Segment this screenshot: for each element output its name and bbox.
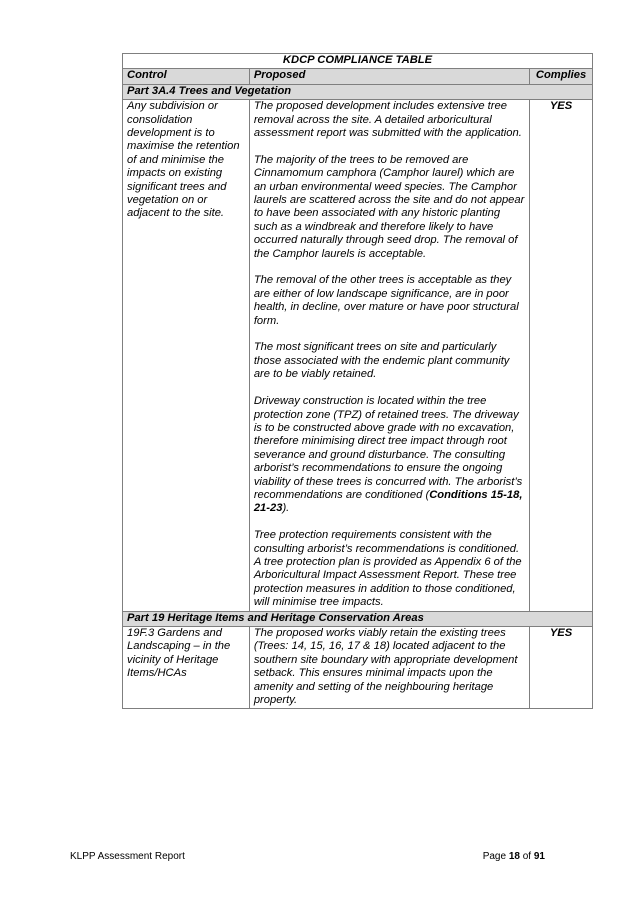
section-heading-trees: Part 3A.4 Trees and Vegetation xyxy=(123,84,593,99)
footer-report-title: KLPP Assessment Report xyxy=(70,851,185,862)
complies-cell: YES xyxy=(530,100,593,611)
proposed-cell xyxy=(249,626,529,708)
page-word: Page xyxy=(482,851,507,862)
total-pages: 91 xyxy=(533,851,545,862)
proposed-paragraph: The majority of the trees to be removed are Cinnamomum camphora (Camphor laurel) which are an urban environmental weed species. The Camphor laurels are scattered across the site and do not appear to have been associated with any historic planting such as a windbreak and therefore likely to have occurred naturally through seed drop. The removal of the Camphor laurels is acceptable. xyxy=(253,153,525,260)
header-proposed: Proposed xyxy=(249,69,529,84)
current-page: 18 xyxy=(508,851,520,862)
complies-cell: YES xyxy=(530,626,593,708)
table-title: KDCP COMPLIANCE TABLE xyxy=(123,54,593,69)
table-row xyxy=(123,626,593,708)
of-word: of xyxy=(522,851,532,862)
section-heading-heritage: Part 19 Heritage Items and Heritage Conservation Areas xyxy=(123,611,593,626)
proposed-paragraph: The proposed works viably retain the existing trees (Trees: 14, 15, 16, 17 & 18) located adjacent to the southern site boundary with appropriate development setback. This ensures minimal impacts upon the amenity and setting of the neighbouring heritage property. xyxy=(253,626,518,707)
header-control: Control xyxy=(123,69,250,84)
driveway-text: Driveway construction is located within the tree protection zone (TPZ) of retained trees. The driveway is to be constructed above grade with no excavation, therefore minimising direct tree impact through root severance and ground disturbance. The consulting arborist’s recommendations to ensure the ongoing viability of these trees is concurred with. The arborist’s recommendations are conditioned ( xyxy=(253,395,523,501)
proposed-paragraph: The most significant trees on site and particularly those associated with the endemic plant community are to be viably retained. xyxy=(253,341,510,381)
table-row xyxy=(123,100,593,611)
proposed-paragraph: Tree protection requirements consistent with the consulting arborist’s recommendations is conditioned. A tree protection plan is provided as Appendix 6 of the Arboricultural Impact Assessment Report. These tree protection measures in addition to those conditioned, will minimise tree impacts. xyxy=(253,529,522,609)
control-cell: Any subdivision or consolidation development is to maximise the retention of and minimise the impacts on existing significant trees and vegetation on or adjacent to the site. xyxy=(123,100,250,611)
proposed-cell xyxy=(249,100,529,611)
proposed-paragraph: The proposed development includes extensive tree removal across the site. A detailed arboricultural assessment report was submitted with the application. xyxy=(253,100,522,140)
proposed-paragraph-driveway xyxy=(254,395,525,516)
header-complies: Complies xyxy=(530,69,593,84)
driveway-tail: ). xyxy=(282,502,290,515)
conditions-reference: Conditions 15-18, 21-23 xyxy=(253,488,523,515)
proposed-paragraph: The removal of the other trees is acceptable as they are either of low landscape significance, are in poor health, in decline, over mature or have poor structural form. xyxy=(253,274,519,327)
footer-page-number xyxy=(483,851,545,862)
kdcp-compliance-table xyxy=(122,53,593,709)
control-cell: 19F.3 Gardens and Landscaping – in the vicinity of Heritage Items/HCAs xyxy=(123,626,250,708)
